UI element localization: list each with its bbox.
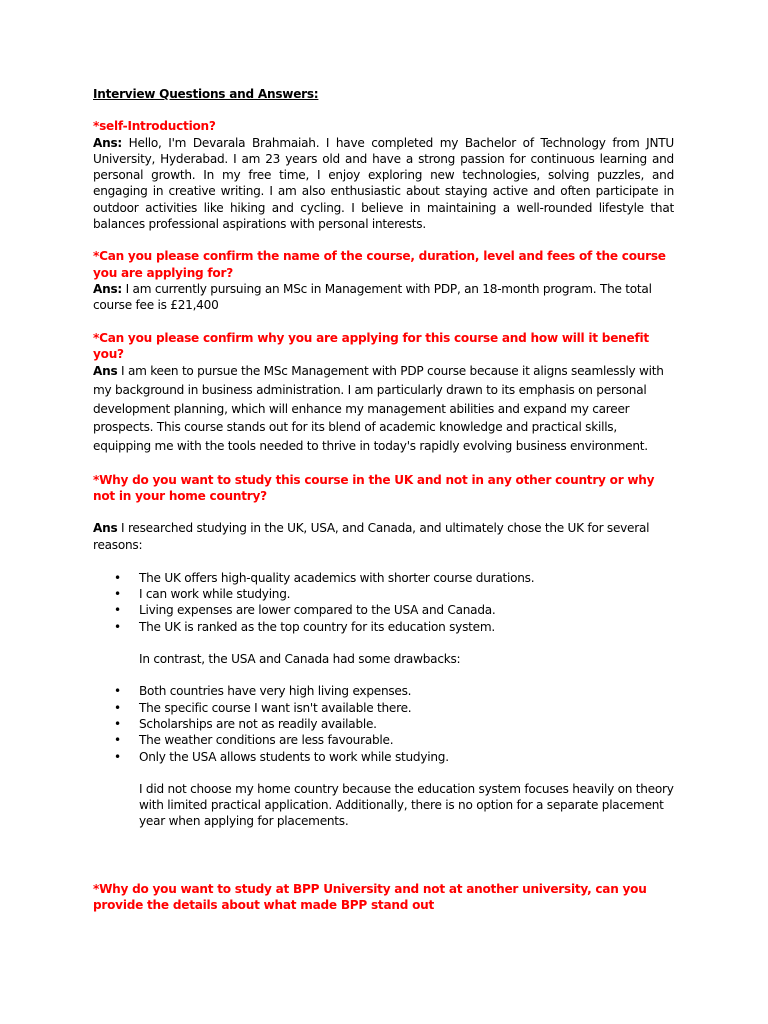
- answer-why-uk-intro: [93, 520, 674, 553]
- answer-self-introduction: [93, 135, 674, 233]
- question-why-bpp: *Why do you want to study at BPP University and not at another university, can you provide the details about what made BPP stand out: [93, 881, 647, 913]
- bullet-icon: •: [114, 570, 121, 585]
- drawbacks-list: [93, 683, 674, 764]
- list-item: • The UK is ranked as the top country for its education system.: [114, 619, 495, 634]
- answer-text: I am keen to pursue the MSc Management with PDP course because it aligns seamlessly with my background in business administration. I am particularly drawn to its emphasis on personal development planning, which will enhance my management abilities and expand my career prospects. This course stands out for its blend of academic knowledge and practical skills, equipping me with the tools needed to thrive in today's rapidly evolving business environment.: [93, 364, 664, 453]
- question-why-uk: *Why do you want to study this course in the UK and not in any other country or why not in your home country?: [93, 472, 655, 503]
- list-item: • Living expenses are lower compared to the USA and Canada.: [114, 603, 496, 618]
- bullet-icon: •: [114, 749, 121, 764]
- question-self-introduction: *self-Introduction?: [93, 119, 216, 134]
- bullet-icon: •: [114, 587, 121, 602]
- bullet-icon: •: [114, 684, 121, 699]
- list-item: • The weather conditions are less favourable.: [114, 733, 394, 748]
- answer-label: Ans:: [93, 135, 123, 150]
- answer-label: Ans: [93, 521, 118, 536]
- answer-text: I researched studying in the UK, USA, and Canada, and ultimately chose the UK for several reasons:: [93, 521, 650, 552]
- answer-text: Hello, I'm Devarala Brahmaiah. I have completed my Bachelor of Technology from JNTU University, Hyderabad. I am 23 years old and have a strong passion for continuous learning and personal growth. In my free time, I enjoy exploring new technologies, solving puzzles, and engaging in creative writing. I am also enthusiastic about staying active and often participate in outdoor activities like hiking and cycling. I believe in maintaining a well-rounded lifestyle that balances professional aspirations with personal interests.: [93, 135, 674, 232]
- contrast-intro: In contrast, the USA and Canada had some drawbacks:: [139, 652, 461, 667]
- question-course-details: *Can you please confirm the name of the course, duration, level and fees of the course you are applying for?: [93, 249, 666, 280]
- list-item: • Only the USA allows students to work while studying.: [114, 749, 449, 764]
- answer-text: I am currently pursuing an MSc in Management with PDP, an 18-month program. The total course fee is £21,400: [93, 281, 652, 313]
- list-item: • Scholarships are not as readily available.: [114, 716, 377, 731]
- question-course-benefit: *Can you please confirm why you are applying for this course and how will it benefit you?: [93, 330, 649, 361]
- bullet-icon: •: [114, 716, 121, 731]
- answer-label: Ans: [93, 364, 118, 379]
- answer-course-benefit: [93, 362, 674, 456]
- bullet-icon: •: [114, 619, 121, 634]
- document-title: Interview Questions and Answers:: [93, 87, 319, 101]
- bullet-icon: •: [114, 603, 121, 618]
- list-item: • I can work while studying.: [114, 587, 291, 602]
- home-country-paragraph: I did not choose my home country because the education system focuses heavily on theory with limited practical application. Additionally, there is no option for a separate placement year when applying for placements.: [139, 781, 674, 829]
- document-page: [93, 86, 674, 913]
- bullet-icon: •: [114, 733, 121, 748]
- list-item: • The UK offers high-quality academics with shorter course durations.: [114, 570, 535, 585]
- answer-label: Ans:: [93, 281, 123, 296]
- list-item: • The specific course I want isn't available there.: [114, 700, 412, 715]
- answer-course-details: [93, 281, 674, 314]
- list-item: • Both countries have very high living expenses.: [114, 684, 412, 699]
- bullet-icon: •: [114, 700, 121, 715]
- uk-reasons-list: [93, 570, 674, 635]
